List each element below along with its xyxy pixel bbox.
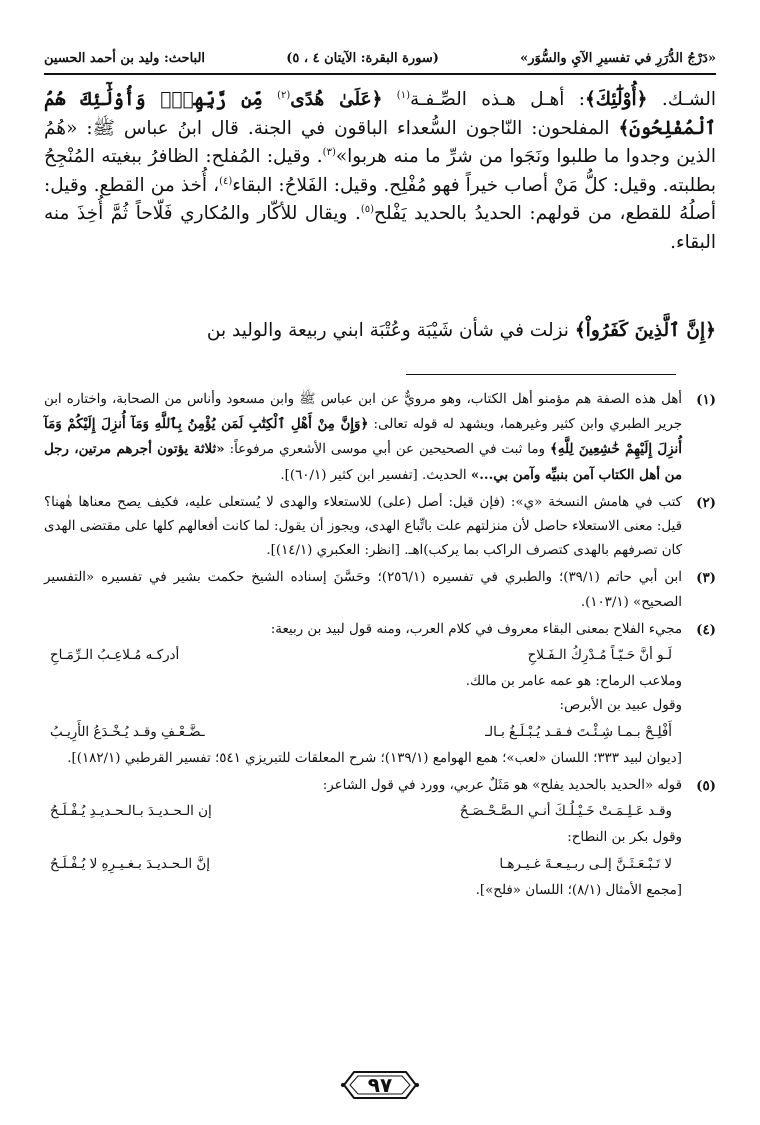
- footnote-3: (٣) ابن أبي حاتم (٣٩/١)؛ والطبري في تفسيره (٢٥٦/١)؛ وحَسَّنَ إسناده الشيخ حكمت بشير في تفسيره «التفسير الصحيح» (١٠٣/١).: [44, 566, 716, 614]
- footnotes: [44, 388, 716, 906]
- quran-verse: ﴿وَإِنَّ مِنْ أَهْلِ ٱلْكِتَٰبِ لَمَن يُؤْمِنُ بِٱللَّهِ وَمَآ أُنزِلَ إِلَيْكُمْ وَمَآ أُنزِلَ إِلَيْهِمْ خَٰشِعِينَ لِلَّهِ﴾: [44, 416, 682, 458]
- hadith-quote: «ثلاثة يؤتون أجرهم مرتين، رجل من أهل الكتاب آمن بنبيِّه وآمن بي...»: [44, 441, 682, 483]
- page-number: ٩٧: [367, 1073, 393, 1097]
- footnote-ref: (٥): [360, 204, 375, 216]
- footnote-ref: (١): [396, 89, 410, 101]
- surah-reference: (سورة البقرة: الآيتان ٤ ، ٥): [286, 50, 439, 66]
- researcher-name: الباحث: وليد بن أحمد الحسين: [44, 50, 206, 66]
- footnote-2: (٢) كتب في هامش النسخة «ي»: (فإن قيل: أصل (على) للاستعلاء والهدى لا يُستعلى عليه، فكيف يصح معناها هٰهنا؟ قيل: معنى الاستعلاء حاصل لأن منزلتهم علت باتِّباع الهدى، ويجوز أن يقول: لما كانت أفعالهم كلها على مقتضى الهدى كان تصرفهم بالهدى كتصرف الراكب بما يركب)اهـ. [انظر: العكبري (١٤/١)].: [44, 491, 716, 564]
- quran-verse: ﴿عَلَىٰ هُدًى: [290, 89, 383, 110]
- running-header: [44, 46, 716, 70]
- poem-line: وقـد عَـلِـمَـتْ خَـيْـلُـكَ أنـي الـصَّـحْـصَـحُ إن الـحـديـدَ بـالـحـديـدِ يُـفْـلَـحُ: [50, 804, 672, 820]
- poem-line: لا تَـبْـعَـثَـنَّ إلـى ربـيـعـةَ غـيـرهـا إنَّ الـحـديـدَ بـغـيـرِهِ لا يُـفْـلَـحُ: [50, 856, 672, 872]
- footnote-separator: [406, 374, 676, 375]
- footnote-5: (٥) قوله «الحديد بالحديد يفلح» هو مَثَلٌ عربي، وورد في قول الشاعر: وقـد عَـلِـمَـتْ خَـيْـلُـكَ أنـي الـصَّـحْـصَـحُ إن الـحـديـدَ بـالـحـديـدِ يُـفْـلَـحُ وقول بكر بن النطاح: لا تَـبْـعَـثَـنَّ إلـى ربـيـعـةَ غـيـرهـا إنَّ الـحـديـدَ بـغـيـرِهِ لا يُـفْـلَـحُ [مجمع الأمثال (٨/١)؛ اللسان «فلح»].: [44, 774, 716, 903]
- second-paragraph: ﴿إِنَّ ٱلَّذِينَ كَفَرُواْ﴾ نزلت في شأن شَيْبَة وعُتْبَة ابني ربيعة والوليد بن: [206, 320, 716, 341]
- footnote-number: (٣): [696, 570, 716, 587]
- footnote-1: (١) أهل هذه الصفة هم مؤمنو أهل الكتاب، وهو مرويٌّ عن ابن عباس ﷺ وابن مسعود وأناس من الصحابة، واختاره ابن جرير الطبري وابن كثير وغيرهما، ويشهد له قوله تعالى: ﴿وَإِنَّ مِنْ أَهْلِ ٱلْكِتَٰبِ لَمَن يُؤْمِنُ بِٱللَّهِ وَمَآ أُنزِلَ إِلَيْكُمْ وَمَآ أُنزِلَ إِلَيْهِمْ خَٰشِعِينَ لِلَّهِ﴾ وما ثبت في الصحيحين عن أبي موسى الأشعري مرفوعاً: «ثلاثة يؤتون أجرهم مرتين، رجل من أهل الكتاب آمن بنبيِّه وآمن بي...» الحديث. [تفسير ابن كثير (٦٠/١)].: [44, 388, 716, 488]
- poem-line: أَفْلِـحْ بـمـا شِـئْـتَ فـقـد يُـبْـلَـغُ بـالـ ـضَّـعْـفِ وقـد يُـخْـدَعُ الأَرِيـبُ: [50, 724, 672, 740]
- main-paragraph: الشـك. ﴿أُوْلَٰٓئِكَ﴾: أهـل هـذه الصِّـفـة$^{(١)}$ ﴿عَلَىٰ هُدًى$^{(٢)}$ مِّن رَّبِّهِمْۖ وَأُوْلَٰٓئِكَ هُمُ ٱلْمُفْلِحُونَ﴾ المفلحون: النّاجون السُّعداء الباقون في الجنة. قال ابنُ عباس ﷺ: «هُمُ الذين وجدوا ما طلبوا ونَجَوا من شرِّ ما منه هربوا»$^{(٣)}$. وقيل: المُفلح: الظافرُ ببغيته المُنْجِحُ بطلبته. وقيل: كلُّ مَنْ أصاب خيراً فهو مُفْلِح. وقيل: الفَلاحُ: البقاء$^{(٤)}$، أُخذ من القطع. وقيل: أصلُهُ للقطع، من قولهم: الحديدُ بالحديد يَفْلح$^{(٥)}$. ويقال للأكّار والمُكاري فَلّاحاً ثُمَّ أُخِذَ منه البقاء.: [44, 89, 717, 253]
- footnote-ref: (٣): [322, 147, 336, 159]
- page-number-badge: [340, 1068, 420, 1102]
- quran-verse: مِّن رَّبِّهِمْۖ وَأُوْلَٰٓئِكَ هُمُ ٱلْمُفْلِحُونَ﴾: [44, 89, 716, 139]
- footnote-number: (٤): [696, 621, 716, 638]
- main-text: [44, 86, 716, 258]
- footnote-4: (٤) مجيء الفلاح بمعنى البقاء معروف في كلام العرب، ومنه قول لبيد بن ربيعة: لَـو أنَّ حَـيّـاً مُـدْرِكُ الـفَـلاحِ أدركـه مُـلاعِـبُ الـرِّمَـاحِ وملاعب الرماح: هو عمه عامر بن مالك. وقول عبيد بن الأبرص: أَفْلِـحْ بـمـا شِـئْـتَ فـقـد يُـبْـلَـغُ بـالـ ـضَّـعْـفِ وقـد يُـخْـدَعُ الأَرِيـبُ [ديوان لبيد ٣٣٣؛ اللسان «لعب»؛ همع الهوامع (١٣٩/١)؛ شرح المعلقات للتبريزي ٥٤١؛ تفسير القرطبي (١٨٢/١)].: [44, 618, 716, 771]
- header-rule: [44, 73, 716, 75]
- footnote-number: (٥): [696, 778, 716, 795]
- quran-verse: ﴿أُوْلَٰٓئِكَ﴾: [584, 89, 648, 110]
- footnote-number: (٢): [696, 494, 716, 511]
- poem-line: لَـو أنَّ حَـيّـاً مُـدْرِكُ الـفَـلاحِ أدركـه مُـلاعِـبُ الـرِّمَـاحِ: [50, 648, 672, 664]
- book-title: «دَرْجُ الدُّرَرِ في تفسيرِ الآيِ والسُّوَر»: [520, 50, 716, 66]
- quran-verse: ﴿إِنَّ ٱلَّذِينَ كَفَرُواْ﴾: [574, 320, 716, 341]
- footnote-number: (١): [696, 392, 716, 408]
- footnote-ref: (٤): [219, 175, 233, 187]
- footnote-ref: (٢): [277, 89, 291, 101]
